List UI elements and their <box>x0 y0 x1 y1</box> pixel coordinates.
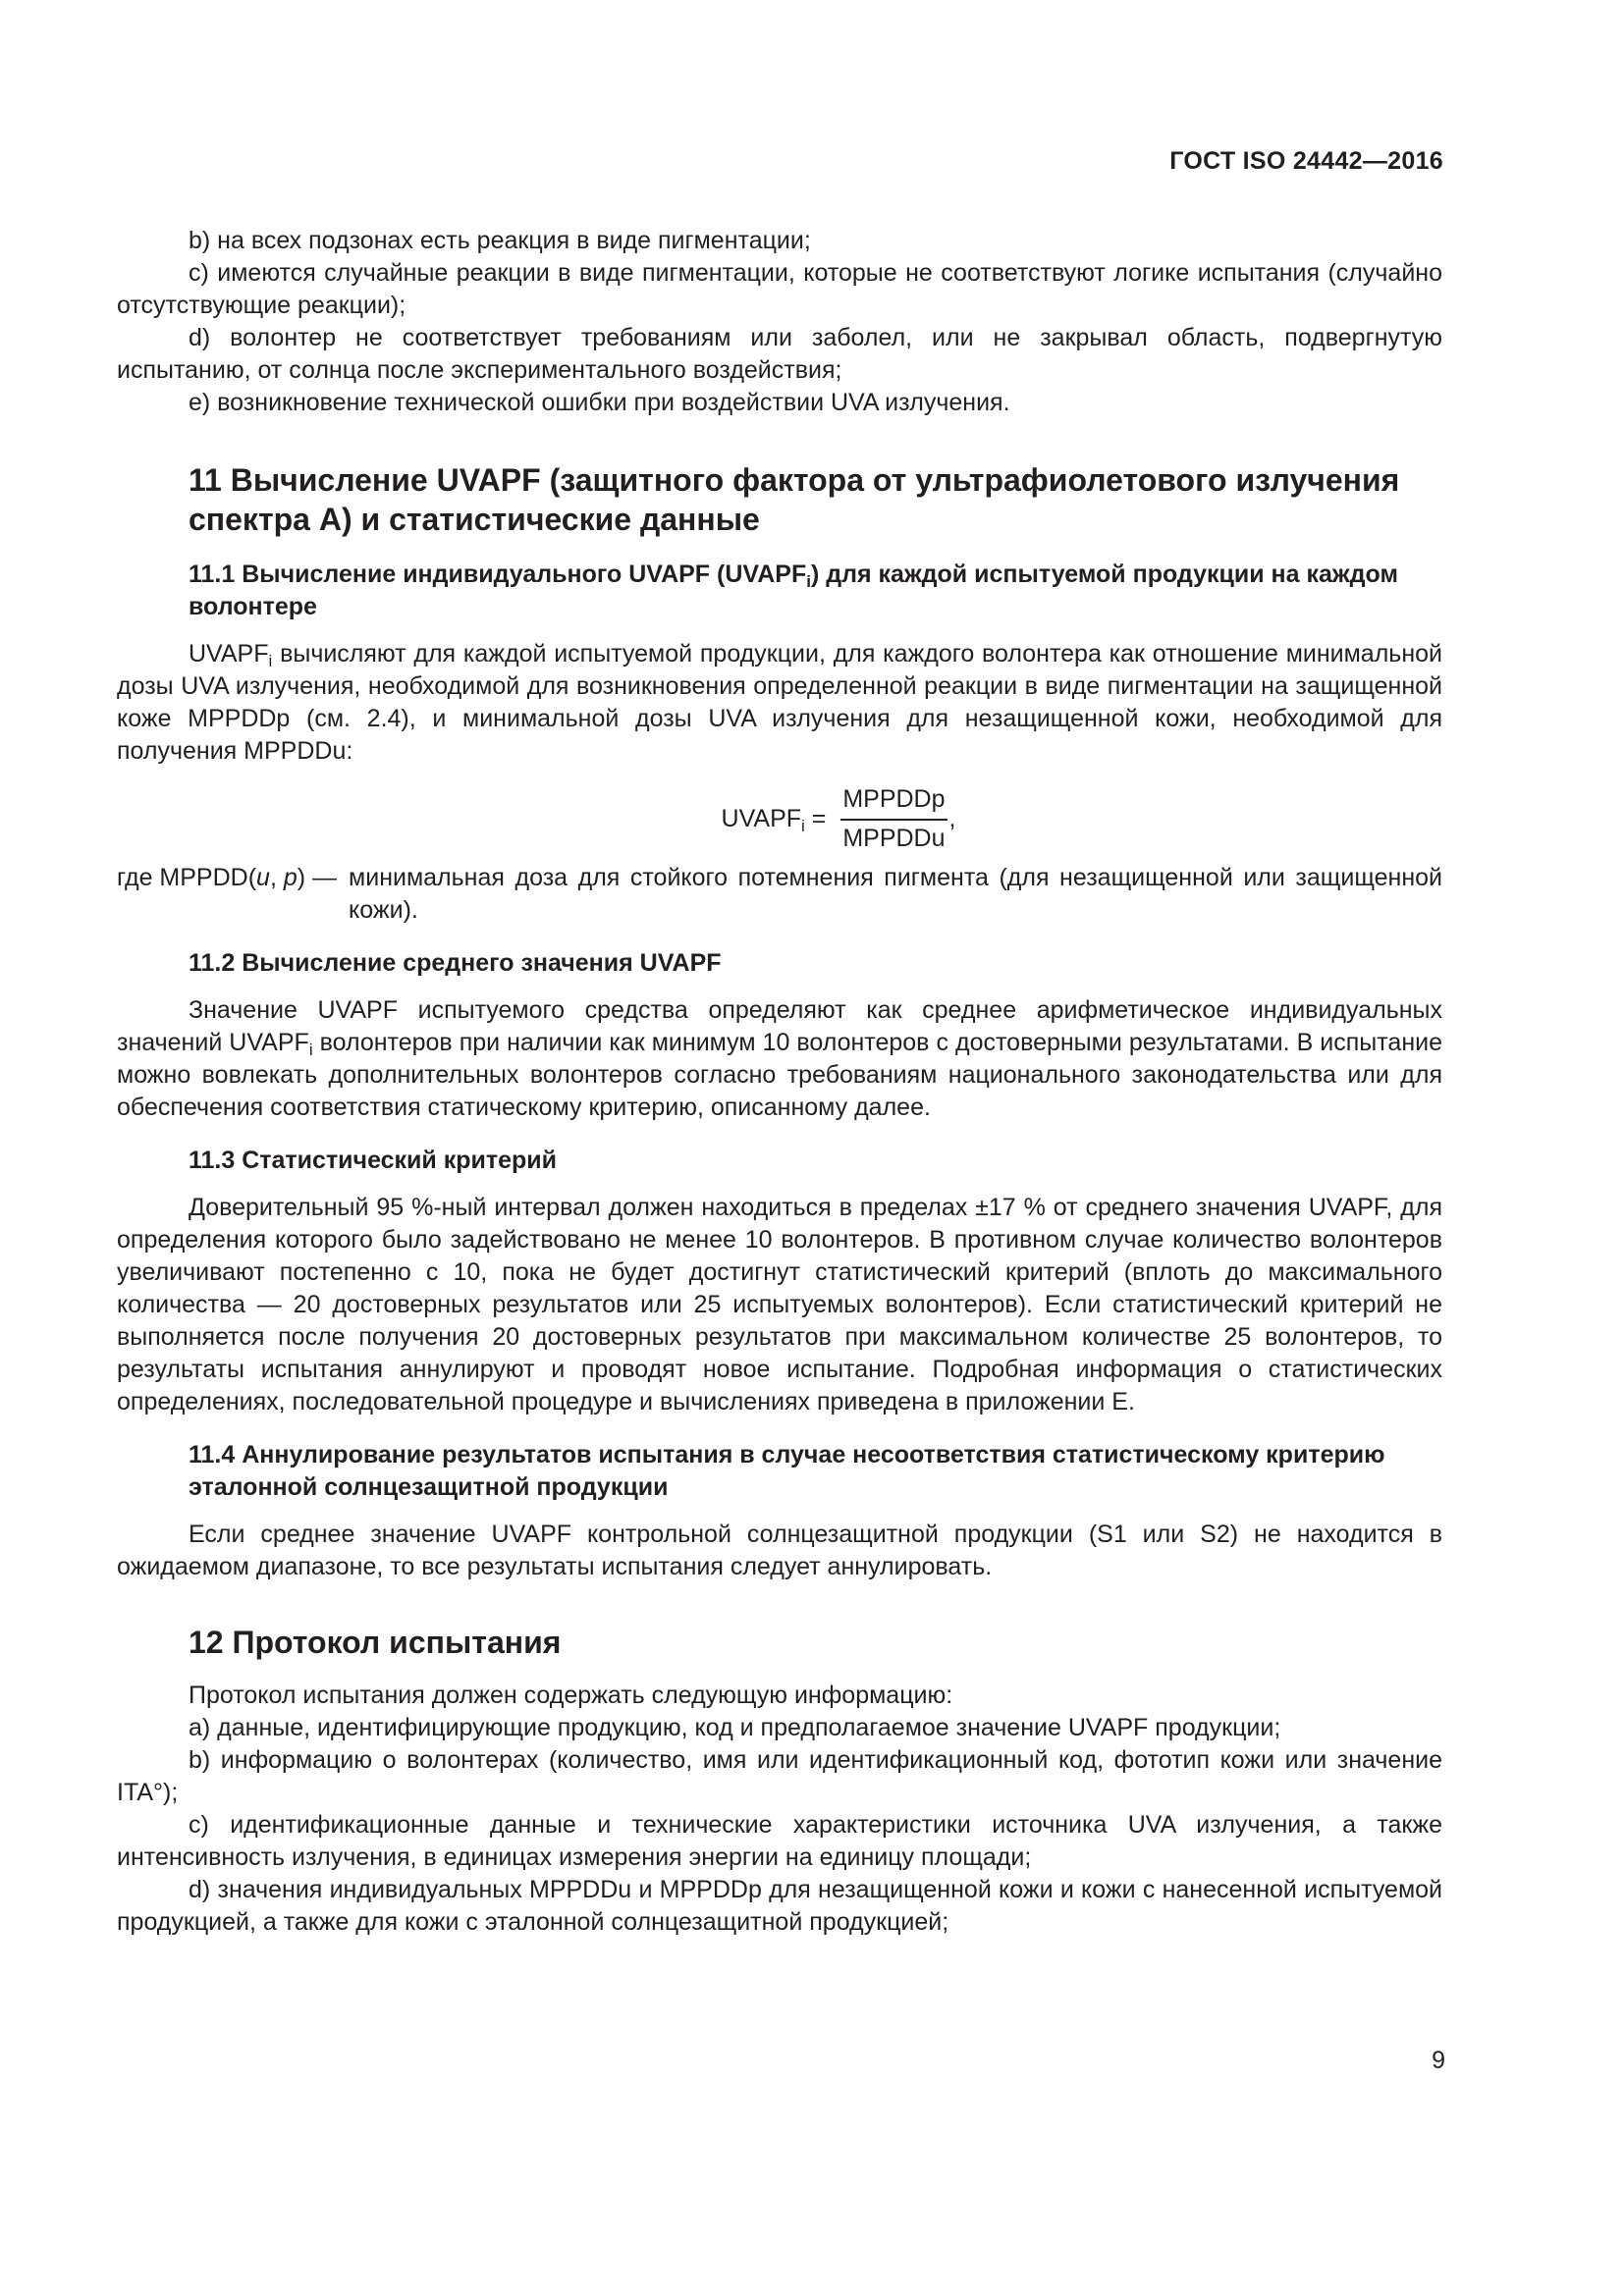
formula-denominator: MPPDDu <box>840 819 947 855</box>
page-number: 9 <box>1432 2047 1445 2074</box>
formula-trail: , <box>948 804 956 832</box>
section-11-2-title: 11.2 Вычисление среднего значения UVAPF <box>189 949 722 977</box>
formula-lhs: $UVAPF_i$ <box>721 804 805 835</box>
section-11-3-paragraph: Доверительный 95 %-ный интервал должен находиться в пределах ±17 % от среднего значения UVAPF, для определения которого было задействовано не менее 10 волонтеров. В противном случае количество волонтеров увеличивают постепенно с 10, пока не будет достигнут статистический критерий (вплоть до максимального количества — 20 достоверных результатов или 25 испытуемых волонтеров). Если статистический критерий не выполняется после получения 20 достоверных результатов при максимальном количестве 25 волонтеров, то результаты испытания аннулируют и проводят новое испытание. Подробная информация о статистических определениях, последовательной процедуре и вычислениях приведена в приложении Е. <box>117 1194 1442 1415</box>
section-11-1-title: 11.1 Вычисление индивидуального UVAPF $(UVAPF_i)$ для каждой испытуемой продукции на каждом волонтере <box>189 561 1398 620</box>
page-content <box>117 225 1442 1939</box>
section-11-4-title: 11.4 Аннулирование результатов испытания в случае несоответствия статистическому критерию эталонной солнцезащитной продукции <box>189 1441 1385 1501</box>
uvapf-formula <box>117 781 1442 856</box>
list-item-b: b) на всех подзонах есть реакция в виде пигментации; <box>189 227 811 254</box>
list-item-e: e) возникновение технической ошибки при воздействии UVA излучения. <box>189 389 1010 416</box>
section-12-title: 12 Протокол испытания <box>189 1625 562 1660</box>
formula-where-clause <box>117 862 1442 927</box>
formula-numerator: MPPDDp <box>842 784 946 813</box>
section-11-1-paragraph: $UVAPF_i$ вычисляют для каждой испытуемой продукции, для каждого волонтера как отношение минимальной дозы UVA излучения, необходимой для возникновения определенной реакции в виде пигментации на защищенной коже MPPDDp (см. 2.4), и минимальной дозы UVA излучения для незащищенной кожи, необходимой для получения MPPDDu: <box>117 640 1442 765</box>
formula-fraction <box>840 783 947 855</box>
protocol-item-b: b) информацию о волонтерах (количество, имя или идентификационный код, фототип кожи или значение ITA°); <box>117 1746 1442 1806</box>
where-definition: минимальная доза для стойкого потемнения пигмента (для незащищенной или защищенной кожи). <box>349 864 1442 924</box>
protocol-item-c: c) идентификационные данные и технические характеристики источника UVA излучения, а также интенсивность излучения, в единицах измерения энергии на единицу площади; <box>117 1811 1442 1871</box>
protocol-item-a: a) данные, идентифицирующие продукцию, код и предполагаемое значение UVAPF продукции; <box>189 1714 1281 1741</box>
section-11-title: 11 Вычисление UVAPF (защитного фактора от ультрафиолетового излучения спектра А) и статистические данные <box>189 462 1400 537</box>
section-12-intro: Протокол испытания должен содержать следующую информацию: <box>189 1682 953 1709</box>
document-header: ГОСТ ISO 24442—2016 <box>1169 147 1443 175</box>
section-11-2-paragraph: Значение UVAPF испытуемого средства определяют как среднее арифметическое индивидуальных значений $UVAPF_i$ волонтеров при наличии как минимум 10 волонтеров с достоверными результатами. В испытание можно вовлекать дополнительных волонтеров согласно требованиям национального законодательства или для обеспечения соответствия статическому критерию, описанному далее. <box>117 996 1442 1121</box>
where-term: где MPPDD(u, p) — <box>117 864 338 891</box>
formula-equals: = <box>804 804 834 832</box>
protocol-item-d: d) значения индивидуальных MPPDDu и MPPDDp для незащищенной кожи и кожи с нанесенной испытуемой продукцией, а также для кожи с эталонной солнцезащитной продукцией; <box>117 1876 1442 1936</box>
list-item-d: d) волонтер не соответствует требованиям или заболел, или не закрывал область, подвергнутую испытанию, от солнца после экспериментального воздействия; <box>117 324 1442 384</box>
section-11-4-paragraph: Если среднее значение UVAPF контрольной солнцезащитной продукции (S1 или S2) не находится в ожидаемом диапазоне, то все результаты испытания следует аннулировать. <box>117 1521 1442 1580</box>
list-item-c: c) имеются случайные реакции в виде пигментации, которые не соответствуют логике испытания (случайно отсутствующие реакции); <box>117 259 1442 319</box>
section-11-3-title: 11.3 Статистический критерий <box>189 1147 558 1174</box>
